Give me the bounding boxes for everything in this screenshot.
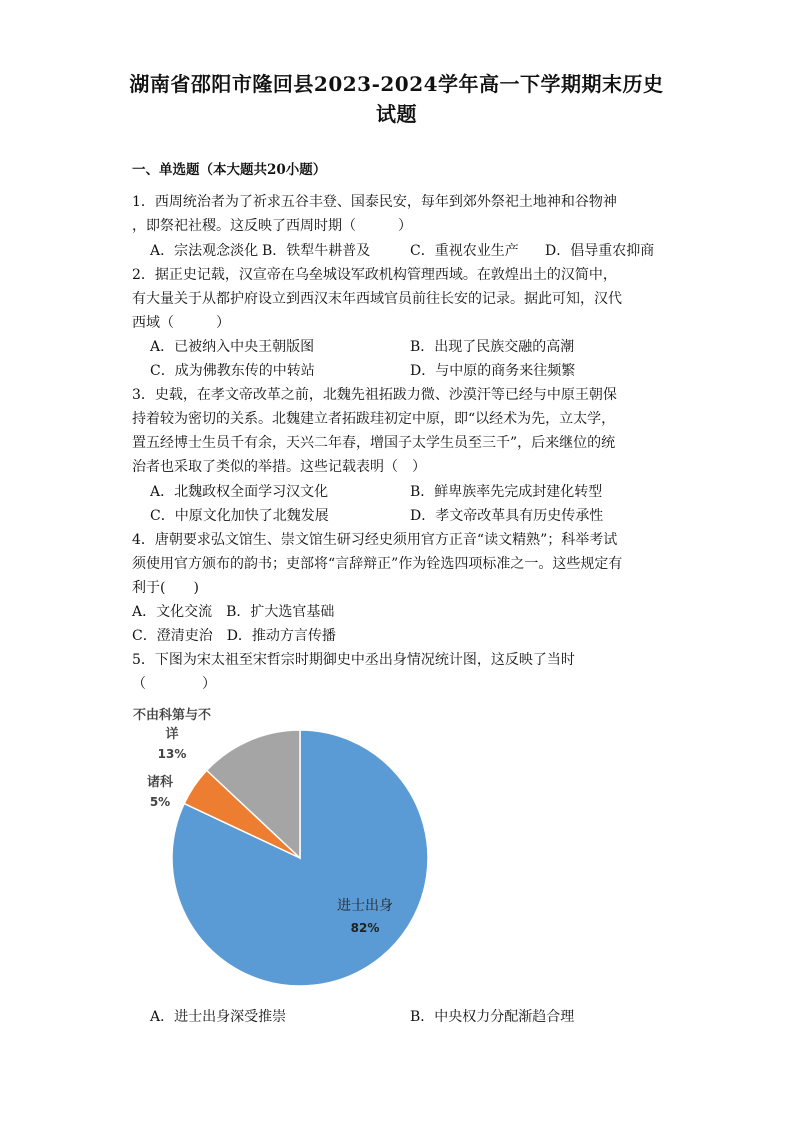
q4-option-cd: C．澄清吏治 D．推动方言传播 [132, 628, 336, 644]
q2-option-a: A．已被纳入中央王朝版图 [150, 339, 315, 355]
page-title-line2: 试题 [376, 102, 417, 126]
q1-line: ，即祭祀社稷。这反映了西周时期（ ） [132, 218, 412, 234]
pie-label: 诸科 [146, 775, 174, 790]
q5-line: （ ） [132, 676, 216, 692]
q1-option-d: D．倡导重农抑商 [545, 243, 655, 259]
pie-label: 不由科第与不 [132, 708, 212, 723]
q3-option-a: A．北魏政权全面学习汉文化 [150, 484, 329, 500]
q2-line: 2．据正史记载，汉宣帝在乌垒城设军政机构管理西域。在敦煌出土的汉简中， [132, 267, 617, 283]
q4-option-ab: A．文化交流 B．扩大选官基础 [132, 604, 335, 620]
q2-option-b: B．出现了民族交融的高潮 [410, 339, 575, 355]
q4-line: 须使用官方颁布的韵书；吏部将“言辞辩正”作为铨选四项标准之一。这些规定有 [132, 556, 623, 572]
page-title-line1: 湖南省邵阳市隆回县2023-2024学年高一下学期期末历史 [129, 72, 664, 96]
q4-line: 4．唐朝要求弘文馆生、崇文馆生研习经史须用官方正音“读文精熟”；科举考试 [132, 532, 618, 548]
q3-line: 持着较为密切的关系。北魏建立者拓跋珪初定中原，即“以经术为先，立太学， [132, 411, 616, 427]
pie-chart [0, 700, 793, 1020]
q1-option-c: C．重视农业生产 [410, 243, 519, 259]
q2-option-c: C．成为佛教东传的中转站 [150, 363, 315, 379]
q2-line: 西域（ ） [132, 315, 230, 331]
pie-label: 详 [165, 727, 179, 742]
q2-option-d: D．与中原的商务来往频繁 [410, 363, 576, 379]
q3-line: 置五经博士生员千有余，天兴二年春，增国子太学生员至三千”，后来继位的统 [132, 435, 616, 451]
pie-label: 进士出身 [337, 898, 393, 914]
q3-line: 3．史载，在孝文帝改革之前，北魏先祖拓跋力微、沙漠汗等已经与中原王朝保 [132, 387, 617, 403]
q5-option-a: A．进士出身深受推崇 [150, 1009, 287, 1025]
q3-option-b: B．鲜卑族率先完成封建化转型 [410, 484, 603, 500]
q5-line: 5．下图为宋太祖至宋哲宗时期御史中丞出身情况统计图，这反映了当时 [132, 652, 575, 668]
q4-line: 利于( ) [132, 580, 199, 596]
q5-option-b: B．中央权力分配渐趋合理 [410, 1009, 575, 1025]
q1-line: 1．西周统治者为了祈求五谷丰登、国泰民安，每年到郊外祭祀土地神和谷物神 [132, 194, 617, 210]
q1-option-a: A．宗法观念淡化 [150, 243, 259, 259]
q3-option-c: C．中原文化加快了北魏发展 [150, 508, 329, 524]
q3-option-d: D．孝文帝改革具有历史传承性 [410, 508, 604, 524]
pie-value-label: 13% [157, 747, 187, 761]
section-heading: 一、单选题（本大题共20小题） [132, 162, 327, 178]
q1-option-b: B．铁犁牛耕普及 [262, 243, 371, 259]
pie-value-label: 5% [149, 795, 171, 809]
pie-value-label: 82% [350, 921, 380, 935]
q2-line: 有大量关于从都护府设立到西汉末年西域官员前往长安的记录。据此可知，汉代 [132, 291, 622, 307]
q3-line: 治者也采取了类似的举措。这些记载表明（ ） [132, 459, 426, 475]
